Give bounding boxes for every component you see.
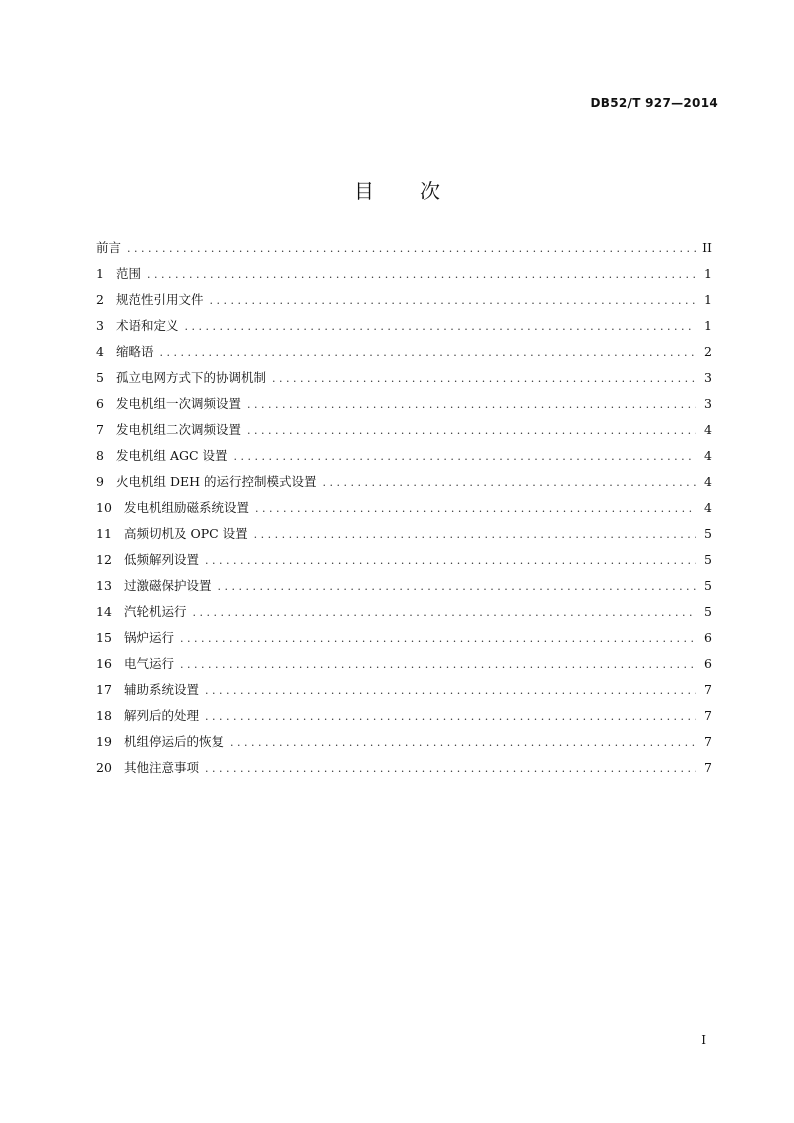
toc-entry-page: 2 xyxy=(704,344,712,359)
toc-entry-label: 发电机组二次调频设置 xyxy=(116,422,242,437)
toc-entry[interactable] xyxy=(96,576,712,602)
toc-title xyxy=(0,175,794,204)
toc-entry-page: II xyxy=(702,240,712,255)
toc-dot-leader xyxy=(272,372,696,385)
toc-entry-number: 2 xyxy=(96,292,104,307)
toc-entry-page: 5 xyxy=(704,578,712,593)
toc-entry-label: 低频解列设置 xyxy=(124,552,200,567)
toc-dot-leader xyxy=(230,736,696,749)
toc-entry-page: 4 xyxy=(704,422,712,437)
toc-entry-number: 11 xyxy=(96,526,112,541)
toc-dot-leader xyxy=(218,580,696,593)
toc-entry-number: 19 xyxy=(96,734,112,749)
toc-entry-label: 辅助系统设置 xyxy=(124,682,200,697)
toc-entry-page: 7 xyxy=(704,708,712,723)
toc-entry[interactable] xyxy=(96,238,712,264)
toc-entry[interactable] xyxy=(96,420,712,446)
toc-entry-page: 4 xyxy=(704,474,712,489)
toc-entry-page: 6 xyxy=(704,630,712,645)
toc-entry-label: 孤立电网方式下的协调机制 xyxy=(116,370,267,385)
toc-entry-label: 发电机组 AGC 设置 xyxy=(116,448,228,463)
toc-entry-number: 3 xyxy=(96,318,104,333)
toc-dot-leader xyxy=(205,684,696,697)
toc-entry[interactable] xyxy=(96,550,712,576)
toc-dot-leader xyxy=(247,424,696,437)
toc-list xyxy=(96,238,712,784)
toc-entry-page: 4 xyxy=(704,448,712,463)
toc-title-char-2: 次 xyxy=(420,179,440,203)
toc-entry[interactable] xyxy=(96,706,712,732)
toc-entry[interactable] xyxy=(96,654,712,680)
toc-entry-label: 范围 xyxy=(116,266,142,281)
page-number: I xyxy=(701,1033,706,1047)
toc-entry-label: 过激磁保护设置 xyxy=(124,578,212,593)
toc-entry-number: 14 xyxy=(96,604,112,619)
toc-entry[interactable] xyxy=(96,498,712,524)
toc-entry-label: 火电机组 DEH 的运行控制模式设置 xyxy=(116,474,317,489)
toc-entry-page: 1 xyxy=(704,266,712,281)
toc-entry-number: 18 xyxy=(96,708,112,723)
toc-entry-page: 1 xyxy=(704,292,712,307)
toc-entry-page: 6 xyxy=(704,656,712,671)
toc-entry-number: 16 xyxy=(96,656,112,671)
toc-entry[interactable] xyxy=(96,342,712,368)
toc-dot-leader xyxy=(127,242,696,255)
toc-entry[interactable] xyxy=(96,368,712,394)
toc-entry-label: 机组停运后的恢复 xyxy=(124,734,225,749)
toc-entry-number: 13 xyxy=(96,578,112,593)
toc-entry-page: 3 xyxy=(704,396,712,411)
toc-entry-number: 8 xyxy=(96,448,104,463)
toc-entry-label: 发电机组一次调频设置 xyxy=(116,396,242,411)
toc-dot-leader xyxy=(254,528,696,541)
toc-entry-page: 5 xyxy=(704,604,712,619)
toc-dot-leader xyxy=(193,606,696,619)
toc-entry-number: 15 xyxy=(96,630,112,645)
toc-entry-label: 前言 xyxy=(96,240,122,255)
toc-entry-label: 解列后的处理 xyxy=(124,708,200,723)
toc-dot-leader xyxy=(147,268,696,281)
toc-dot-leader xyxy=(160,346,696,359)
toc-entry-page: 7 xyxy=(704,734,712,749)
toc-entry-page: 3 xyxy=(704,370,712,385)
toc-dot-leader xyxy=(185,320,696,333)
toc-dot-leader xyxy=(255,502,696,515)
toc-entry-number: 6 xyxy=(96,396,104,411)
toc-entry[interactable] xyxy=(96,524,712,550)
toc-entry-label: 高频切机及 OPC 设置 xyxy=(124,526,248,541)
toc-dot-leader xyxy=(180,632,696,645)
toc-entry-label: 术语和定义 xyxy=(116,318,179,333)
toc-entry-number: 1 xyxy=(96,266,104,281)
toc-entry-number: 12 xyxy=(96,552,112,567)
toc-entry-number: 17 xyxy=(96,682,112,697)
toc-entry[interactable] xyxy=(96,290,712,316)
toc-entry[interactable] xyxy=(96,472,712,498)
toc-entry-number: 7 xyxy=(96,422,104,437)
toc-entry-page: 7 xyxy=(704,760,712,775)
toc-dot-leader xyxy=(323,476,697,489)
toc-dot-leader xyxy=(234,450,696,463)
toc-entry-number: 10 xyxy=(96,500,112,515)
toc-dot-leader xyxy=(205,762,696,775)
toc-entry[interactable] xyxy=(96,264,712,290)
toc-entry[interactable] xyxy=(96,394,712,420)
toc-entry-page: 1 xyxy=(704,318,712,333)
toc-entry-label: 规范性引用文件 xyxy=(116,292,204,307)
toc-dot-leader xyxy=(205,554,696,567)
toc-dot-leader xyxy=(247,398,696,411)
toc-dot-leader xyxy=(210,294,696,307)
toc-dot-leader xyxy=(205,710,696,723)
toc-entry-number: 5 xyxy=(96,370,104,385)
toc-entry-label: 锅炉运行 xyxy=(124,630,175,645)
toc-entry-page: 7 xyxy=(704,682,712,697)
standard-code: DB52/T 927—2014 xyxy=(590,96,718,110)
toc-entry[interactable] xyxy=(96,680,712,706)
toc-entry[interactable] xyxy=(96,732,712,758)
toc-entry-label: 电气运行 xyxy=(124,656,175,671)
toc-entry[interactable] xyxy=(96,316,712,342)
toc-entry-page: 4 xyxy=(704,500,712,515)
toc-entry-label: 其他注意事项 xyxy=(124,760,200,775)
toc-entry-page: 5 xyxy=(704,552,712,567)
toc-entry-page: 5 xyxy=(704,526,712,541)
toc-entry[interactable] xyxy=(96,446,712,472)
toc-title-char-1: 目 xyxy=(354,179,374,203)
toc-dot-leader xyxy=(180,658,696,671)
toc-entry-label: 发电机组励磁系统设置 xyxy=(124,500,250,515)
toc-entry-number: 20 xyxy=(96,760,112,775)
toc-entry[interactable] xyxy=(96,758,712,784)
toc-entry-label: 缩略语 xyxy=(116,344,154,359)
toc-entry[interactable] xyxy=(96,602,712,628)
toc-entry-label: 汽轮机运行 xyxy=(124,604,187,619)
toc-entry-number: 4 xyxy=(96,344,104,359)
toc-entry[interactable] xyxy=(96,628,712,654)
toc-entry-number: 9 xyxy=(96,474,104,489)
